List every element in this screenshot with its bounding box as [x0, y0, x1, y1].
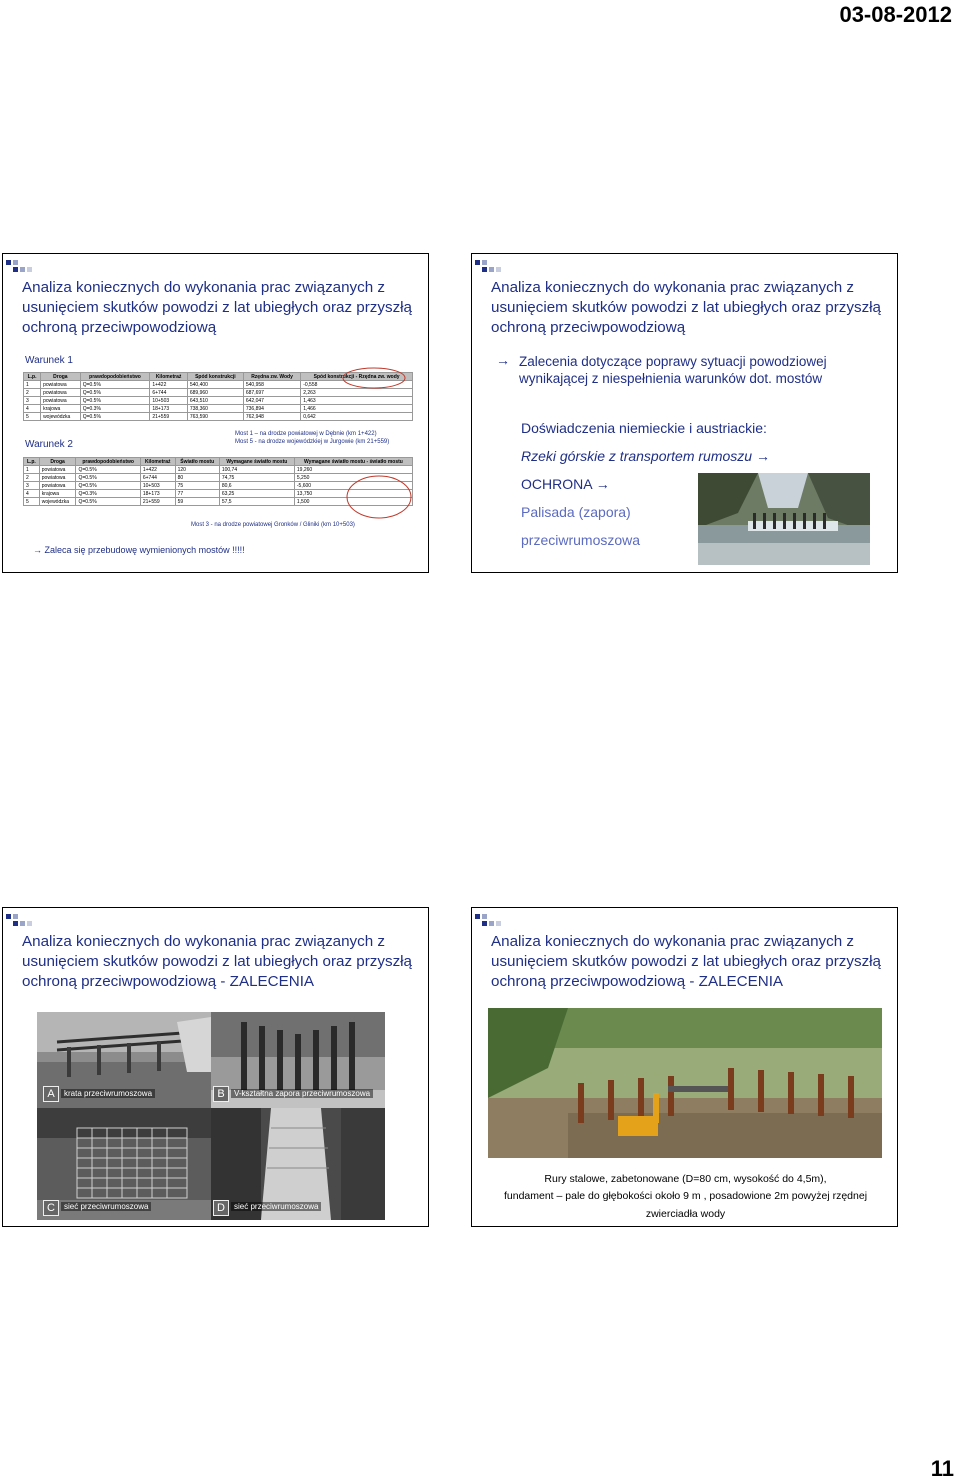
- slide1.table2-header: Droga: [39, 458, 76, 466]
- table-cell: 5: [24, 413, 41, 421]
- experience-line: Doświadczenia niemieckie i austriackie:: [521, 420, 767, 436]
- slide1.table2-header: prawdopodobieństwo: [76, 458, 140, 466]
- document-date: 03-08-2012: [839, 2, 952, 27]
- table-cell: 1,500: [294, 498, 412, 506]
- table-cell: Q=0.5%: [76, 474, 140, 482]
- page-number: 11: [930, 1456, 954, 1481]
- table-cell: 4: [24, 405, 41, 413]
- table-cell: -5,600: [294, 482, 412, 490]
- table-cell: 643,510: [187, 397, 243, 405]
- table-cell: 1+422: [150, 381, 188, 389]
- pipe-caption-line-3: zwierciadła wody: [645, 1208, 726, 1220]
- table-cell: 59: [175, 498, 219, 506]
- arrow-right-icon: →: [33, 545, 45, 555]
- highlight-circle-1: [341, 366, 407, 390]
- anti-debris-line: przeciwrumoszowa: [521, 532, 641, 548]
- table-cell: Q=0.5%: [76, 482, 140, 490]
- table-cell: krajowa: [39, 490, 76, 498]
- table-cell: 540,958: [243, 381, 300, 389]
- table-cell: 3: [24, 482, 40, 490]
- slide1.table1-header: L.p.: [24, 373, 41, 381]
- table-cell: powiatowa: [41, 381, 81, 389]
- slide-title: Analiza koniecznych do wykonania prac związanych z usunięciem skutków powodzi z lat ubiegłych oraz przyszłą ochroną przeciwpowodziową - ZALECENIA: [22, 933, 412, 990]
- table-cell: 687,697: [243, 389, 300, 397]
- table-cell: 3: [24, 397, 41, 405]
- slide1.table2-header: L.p.: [24, 458, 40, 466]
- table-cell: 13,750: [294, 490, 412, 498]
- table-cell: krajowa: [41, 405, 81, 413]
- slide1.table1-header: Spód konstrukcji: [187, 373, 243, 381]
- table-cell: 10+503: [140, 482, 175, 490]
- table-cell: 21+559: [150, 413, 188, 421]
- steel-pipes-construction-photo: [488, 1008, 882, 1158]
- palisade-line: Palisada (zapora): [521, 504, 631, 520]
- slide1.table2-header: Kilometraż: [140, 458, 175, 466]
- photo-c-label: C: [43, 1200, 59, 1216]
- table-cell: 540,400: [187, 381, 243, 389]
- table-cell: Q=0.5%: [80, 397, 150, 405]
- highlight-circle-2: [345, 474, 413, 520]
- table-cell: 1+422: [140, 466, 175, 474]
- table-cell: 1: [24, 381, 41, 389]
- table-cell: 762,948: [243, 413, 300, 421]
- table-cell: 21+559: [140, 498, 175, 506]
- table-cell: Q=0.5%: [76, 466, 140, 474]
- recommendation-text: → Zaleca się przebudowę wymienionych mostów !!!!!: [33, 545, 245, 555]
- slide1.table1-header: Rzędna zw. Wody: [243, 373, 300, 381]
- slide-3: [2, 907, 429, 1227]
- arrow-right-icon: →: [595, 476, 610, 492]
- table-cell: 74,75: [219, 474, 294, 482]
- slide-decoration-icon: [472, 908, 512, 932]
- table-cell: 18+173: [150, 405, 188, 413]
- slide1.table2-header: Wymagane światło mostu: [219, 458, 294, 466]
- table-row: [24, 405, 413, 413]
- table-cell: 2,263: [301, 389, 413, 397]
- table-cell: 763,590: [187, 413, 243, 421]
- bullet-arrow-icon: →: [496, 352, 510, 368]
- table-cell: 2: [24, 474, 40, 482]
- photo-b-caption: V-kształtna zapora przeciwrumoszowa: [231, 1089, 373, 1098]
- table-cell: Q=0.5%: [80, 381, 150, 389]
- table-cell: 6+744: [150, 389, 188, 397]
- pipe-caption-line-2: fundament – pale do głębokości około 9 m , posadowione 2m powyżej rzędnej: [503, 1190, 868, 1202]
- table-cell: wojewódzka: [41, 413, 81, 421]
- table-cell: Q=0.5%: [76, 498, 140, 506]
- photo-d-caption: sieć przeciwrumoszowa: [231, 1202, 321, 1211]
- slide1.table1-header: Kilometraż: [150, 373, 188, 381]
- table-cell: 1: [24, 466, 40, 474]
- table-cell: powiatowa: [41, 397, 81, 405]
- slide1.table2-header: Światło mostu: [175, 458, 219, 466]
- table-cell: 18+173: [140, 490, 175, 498]
- slide-decoration-icon: [472, 254, 512, 278]
- photo-a-caption: krata przeciwrumoszowa: [61, 1089, 155, 1098]
- slide-2: [471, 253, 898, 573]
- note-most-3: Most 3 - na drodze powiatowej Gronków / Gliniki (km 10+503): [191, 522, 355, 528]
- table-cell: 77: [175, 490, 219, 498]
- slide-title: Analiza koniecznych do wykonania prac związanych z usunięciem skutków powodzi z lat ubiegłych oraz przyszłą ochroną przeciwpowodziową: [491, 279, 881, 336]
- slide-title: Analiza koniecznych do wykonania prac związanych z usunięciem skutków powodzi z lat ubiegłych oraz przyszłą ochroną przeciwpowodziową - ZALECENIA: [491, 933, 881, 990]
- table-cell: -0,558: [301, 381, 413, 389]
- table-cell: 120: [175, 466, 219, 474]
- slide1.table1-header: Droga: [41, 373, 81, 381]
- slide-decoration-icon: [3, 254, 43, 278]
- table-cell: Q=0.5%: [80, 389, 150, 397]
- slide1.table1-header: prawdopodobieństwo: [80, 373, 150, 381]
- table-cell: 0,642: [301, 413, 413, 421]
- table-cell: powiatowa: [39, 466, 76, 474]
- table-cell: 738,360: [187, 405, 243, 413]
- table-cell: 80,6: [219, 482, 294, 490]
- recommendations-bullet: Zalecenia dotyczące poprawy sytuacji powodziowej wynikającej z niespełnienia warunków dot. mostów: [519, 354, 827, 386]
- table-cell: wojewódzka: [39, 498, 76, 506]
- warunek-1-label: Warunek 1: [25, 355, 73, 366]
- table-cell: powiatowa: [41, 389, 81, 397]
- photo-c-caption: sieć przeciwrumoszowa: [61, 1202, 151, 1211]
- table-row: [24, 397, 413, 405]
- table-cell: 75: [175, 482, 219, 490]
- table-cell: 63,25: [219, 490, 294, 498]
- table-cell: powiatowa: [39, 482, 76, 490]
- table-cell: 19,260: [294, 466, 412, 474]
- pipe-caption-line-1: Rury stalowe, zabetonowane (D=80 cm, wysokość do 4,5m),: [544, 1173, 827, 1185]
- table-cell: 1,466: [301, 405, 413, 413]
- photo-b-label: B: [213, 1086, 229, 1102]
- table-cell: powiatowa: [39, 474, 76, 482]
- note-most-1: Most 1 – na drodze powiatowej w Dębnie (km 1+422): [235, 431, 377, 437]
- palisade-photo: [698, 473, 870, 565]
- warunek-2-label: Warunek 2: [25, 439, 73, 450]
- table-cell: 57,5: [219, 498, 294, 506]
- table-cell: 80: [175, 474, 219, 482]
- mountain-rivers-line: Rzeki górskie z transportem rumoszu →: [521, 448, 770, 464]
- table-row: [24, 413, 413, 421]
- table-cell: 4: [24, 490, 40, 498]
- slide-title: Analiza koniecznych do wykonania prac związanych z usunięciem skutków powodzi z lat ubiegłych oraz przyszłą ochroną przeciwpowodziową: [22, 279, 412, 336]
- photo-d-label: D: [213, 1200, 229, 1216]
- table-cell: 10+503: [150, 397, 188, 405]
- slide1.table1-header: Spód konstrukcji - Rzędna zw. wody: [301, 373, 413, 381]
- table-cell: 642,047: [243, 397, 300, 405]
- table-cell: 689,960: [187, 389, 243, 397]
- table-cell: 2: [24, 389, 41, 397]
- protection-line: OCHRONA →: [521, 476, 610, 492]
- table-cell: Q=0.3%: [80, 405, 150, 413]
- note-most-5: Most 5 - na drodze wojewódzkiej w Jurgowie (km 21+559): [235, 439, 390, 445]
- slide-decoration-icon: [3, 908, 43, 932]
- slide-1: [2, 253, 429, 573]
- table-cell: 736,894: [243, 405, 300, 413]
- slide1.table2-header: Wymagane światło mostu - światło mostu: [294, 458, 412, 466]
- photo-a-label: A: [43, 1086, 59, 1102]
- table-cell: 6+744: [140, 474, 175, 482]
- table-cell: 5: [24, 498, 40, 506]
- table-cell: 1,463: [301, 397, 413, 405]
- arrow-right-icon: →: [755, 448, 770, 464]
- table-cell: 100,74: [219, 466, 294, 474]
- table-cell: Q=0.3%: [76, 490, 140, 498]
- table-cell: 5,250: [294, 474, 412, 482]
- table-row: [24, 466, 413, 474]
- slide-4: [471, 907, 898, 1227]
- table-cell: Q=0.5%: [80, 413, 150, 421]
